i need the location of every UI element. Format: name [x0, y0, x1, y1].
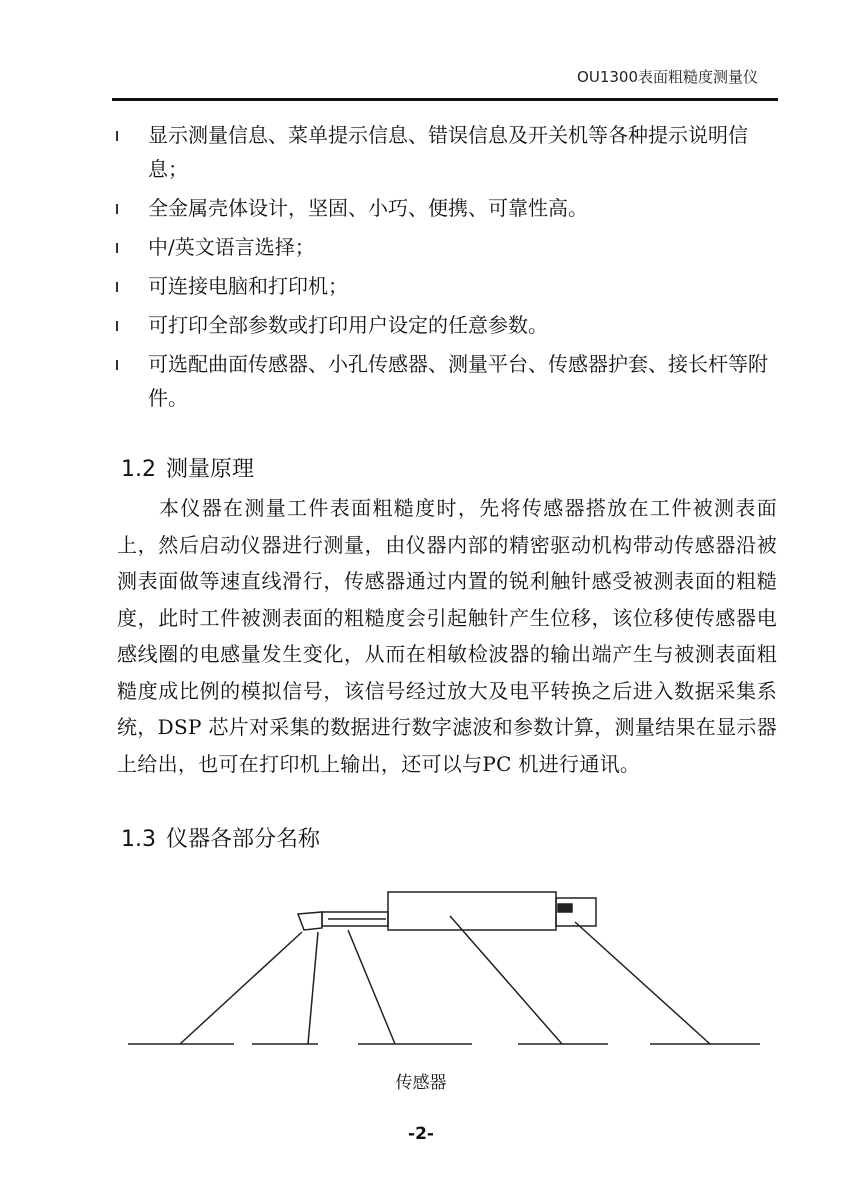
feature-item — [112, 191, 772, 225]
page-number: -2- — [408, 1124, 434, 1144]
bullet-mark — [116, 360, 118, 370]
header-rule — [112, 98, 778, 101]
section-heading-1-2 — [121, 452, 254, 483]
feature-text: 中/英文语言选择； — [148, 235, 315, 259]
section-title: 仪器各部分名称 — [166, 827, 321, 852]
principle-paragraph: 本仪器在测量工件表面粗糙度时，先将传感器搭放在工件被测表面上，然后启动仪器进行测量，由仪器内部的精密驱动机构带动传感器沿被测表面做等速直线滑行，传感器通过内置的锐利触针感受被测表面的粗糙度，此时工件被测表面的粗糙度会引起触针产生位移，该位移使传感器电感线圈的电感量发生变化，从而在相敏检波器的输出端产生与被测表面粗糙度成比例的模拟信号，该信号经过放大及电平转换之后进入数据采集系统，DSP 芯片对采集的数据进行数字滤波和参数计算，测量结果在显示器上给出，也可在打印机上输出，还可以与PC 机进行通讯。 — [117, 496, 777, 776]
bullet-mark — [116, 243, 118, 253]
sensor-body — [388, 892, 556, 930]
sensor-tip — [298, 912, 322, 930]
bullet-mark — [116, 204, 118, 214]
section-title: 测量原理 — [166, 457, 255, 482]
figure-caption: 传感器 — [395, 1073, 447, 1093]
connector-pin — [558, 904, 572, 912]
section-number: 1.2 — [121, 457, 156, 482]
feature-item — [112, 118, 772, 186]
feature-text: 可选配曲面传感器、小孔传感器、测量平台、传感器护套、接长杆等附件。 — [148, 352, 768, 410]
section-heading-1-3 — [121, 822, 320, 853]
feature-text: 显示测量信息、菜单提示信息、错误信息及开关机等各种提示说明信息； — [148, 123, 748, 181]
feature-text: 可打印全部参数或打印用户设定的任意参数。 — [148, 313, 548, 337]
feature-text: 可连接电脑和打印机； — [148, 274, 348, 298]
bullet-mark — [116, 282, 118, 292]
section-number: 1.3 — [121, 827, 156, 852]
feature-item — [112, 230, 772, 264]
feature-item — [112, 308, 772, 342]
bullet-mark — [116, 131, 118, 141]
feature-item — [112, 347, 772, 415]
header-title: OU1300表面粗糙度测量仪 — [577, 68, 758, 86]
feature-list — [112, 118, 772, 420]
feature-text: 全金属壳体设计，坚固、小巧、便携、可靠性高。 — [148, 196, 588, 220]
feature-item — [112, 269, 772, 303]
sensor-diagram — [0, 870, 842, 1070]
bullet-mark — [116, 321, 118, 331]
